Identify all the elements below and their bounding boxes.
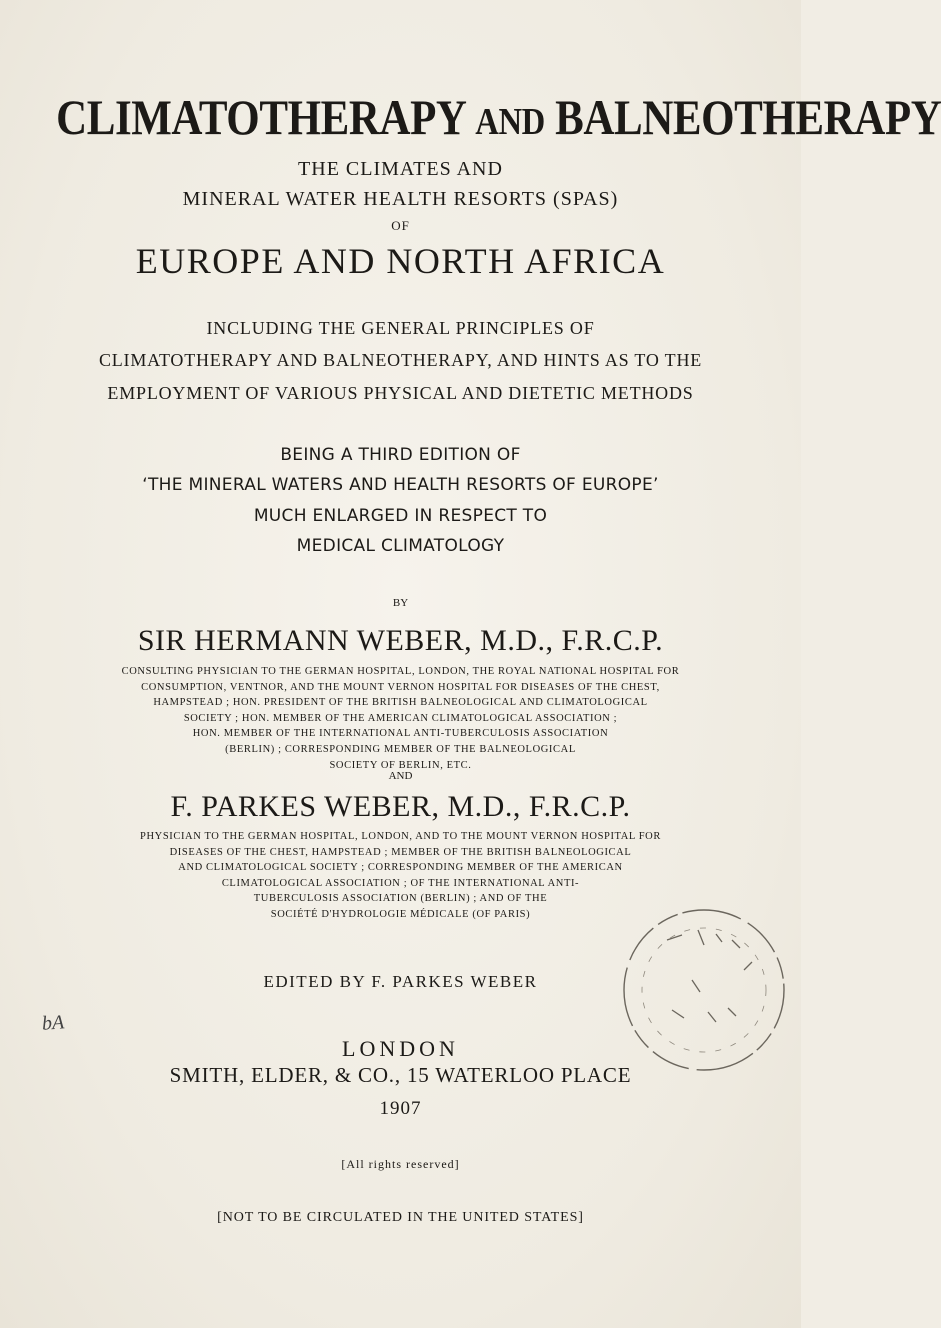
credential-line: HAMPSTEAD ; HON. PRESIDENT OF THE BRITISH BALNEOLOGICAL AND CLIMATOLOGICAL <box>153 697 648 709</box>
credential-line: HON. MEMBER OF THE INTERNATIONAL ANTI-TUBERCULOSIS ASSOCIATION <box>192 728 609 740</box>
title-and: AND <box>475 101 545 143</box>
title-part2: BALNEOTHERAPY <box>555 89 941 145</box>
subtitle-region: EUROPE AND NORTH AFRICA <box>135 241 666 281</box>
shelfmark: bA <box>41 1011 65 1035</box>
rights-notice: [All rights reserved] <box>341 1157 460 1171</box>
and-label: AND <box>388 770 413 782</box>
edition-line1: BEING A THIRD EDITION OF <box>280 445 521 465</box>
credential-line: SOCIETY ; HON. MEMBER OF THE AMERICAN CLIMATOLOGICAL ASSOCIATION ; <box>183 712 618 724</box>
credential-line: TUBERCULOSIS ASSOCIATION (BERLIN) ; AND OF THE <box>253 893 548 905</box>
imprint-year: 1907 <box>379 1098 422 1119</box>
book-title <box>56 88 941 146</box>
credential-line: AND CLIMATOLOGICAL SOCIETY ; CORRESPONDING MEMBER OF THE AMERICAN <box>178 862 623 874</box>
author1-credentials <box>0 664 801 773</box>
title-part1: CLIMATOTHERAPY <box>56 89 465 145</box>
edition-line3: MUCH ENLARGED IN RESPECT TO <box>253 506 548 526</box>
subtitle-of: OF <box>391 218 410 233</box>
credential-line: PHYSICIAN TO THE GERMAN HOSPITAL, LONDON, AND TO THE MOUNT VERNON HOSPITAL FOR <box>140 831 661 842</box>
edition-line2: ‘THE MINERAL WATERS AND HEALTH RESORTS OF EUROPE’ <box>142 475 659 495</box>
imprint-city: LONDON <box>342 1036 459 1061</box>
by-label: BY <box>392 597 409 609</box>
author2-name: F. PARKES WEBER, M.D., F.R.C.P. <box>170 790 631 823</box>
subtitle-line1: THE CLIMATES AND <box>298 158 503 180</box>
credential-line: SOCIETY OF BERLIN, ETC. <box>329 759 472 771</box>
credential-line: CONSUMPTION, VENTNOR, AND THE MOUNT VERNON HOSPITAL FOR DISEASES OF THE CHEST, <box>141 681 660 693</box>
edited-by: EDITED BY F. PARKES WEBER <box>263 972 538 991</box>
author1-name: SIR HERMANN WEBER, M.D., F.R.C.P. <box>137 624 664 657</box>
imprint-publisher: SMITH, ELDER, & CO., 15 WATERLOO PLACE <box>169 1063 632 1087</box>
credential-line: SOCIÉTÉ D'HYDROLOGIE MÉDICALE (OF PARIS) <box>270 908 531 920</box>
including-line2: CLIMATOTHERAPY AND BALNEOTHERAPY, AND HINTS AS TO THE <box>98 350 703 370</box>
circulation-notice: [NOT TO BE CIRCULATED IN THE UNITED STATES] <box>217 1210 584 1225</box>
credential-line: DISEASES OF THE CHEST, HAMPSTEAD ; MEMBER OF THE BRITISH BALNEOLOGICAL <box>169 846 632 858</box>
subtitle-line2: MINERAL WATER HEALTH RESORTS (SPAS) <box>182 188 619 210</box>
credential-line: (BERLIN) ; CORRESPONDING MEMBER OF THE BALNEOLOGICAL <box>225 743 576 755</box>
credential-line: CLIMATOLOGICAL ASSOCIATION ; OF THE INTERNATIONAL ANTI- <box>221 877 580 889</box>
credential-line: CONSULTING PHYSICIAN TO THE GERMAN HOSPITAL, LONDON, THE ROYAL NATIONAL HOSPITAL FOR <box>121 666 680 677</box>
including-line3: EMPLOYMENT OF VARIOUS PHYSICAL AND DIETETIC METHODS <box>107 383 694 403</box>
including-line1: INCLUDING THE GENERAL PRINCIPLES OF <box>206 318 595 338</box>
edition-line4: MEDICAL CLIMATOLOGY <box>296 536 505 556</box>
